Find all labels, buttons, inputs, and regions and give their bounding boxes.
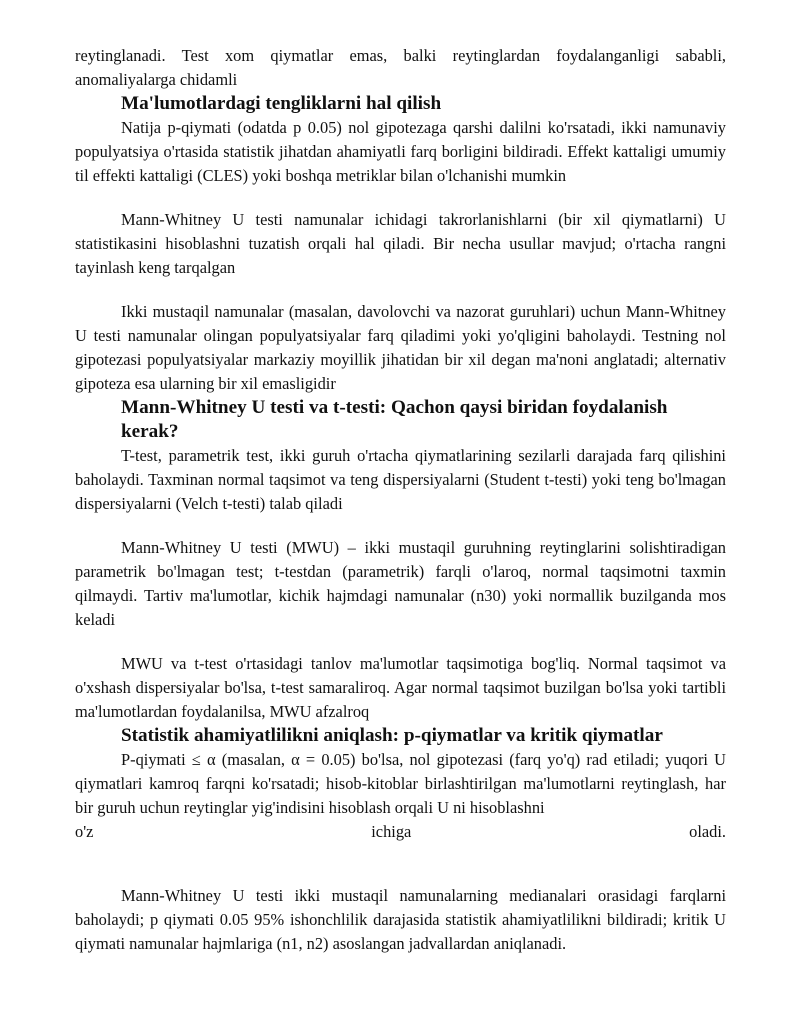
paragraph-mwu: Mann-Whitney U testi (MWU) – ikki mustaqil guruhning reytinglarini solishtiradigan parametrik bo'lmagan test; t-testdan (parametrik) farqli o'laroq, normal taqsimotni taxmin qilmaydi. Tartiv ma'lumotlar, kichik hajmdagi namunalar (n30) yoki normallik buzilganda mos keladi [75,538,726,629]
paragraph-independent-samples: Ikki mustaqil namunalar (masalan, davolovchi va nazorat guruhlari) uchun Mann-Whitney U testi namunalar olingan populyatsiyalar farq qiladimi yoki yo'qligini baholaydi. Testning nol gipotezasi populyatsiyalar markaziy moyillik jihatidan bir xil degan ma'noni anglatadi; alternativ gipoteza esa ularning bir xil emasligidir [75,302,726,393]
heading-significance: Statistik ahamiyatlilikni aniqlash: p-qiymatlar va kritik qiymatlar [121,725,663,746]
paragraph-ttest: T-test, parametrik test, ikki guruh o'rtacha qiymatlarining sezilarli darajada farq qilishini baholaydi. Taxminan normal taqsimot va teng dispersiyalarni (Student t-testi) yoki teng bo'lmagan dispersiyalarni (Velch t-testi) talab qiladi [75,446,726,513]
paragraph-ties-correction: Mann-Whitney U testi namunalar ichidagi takrorlanishlarni (bir xil qiymatlarni) U statistikasini hisoblashni tuzatish orqali hal qiladi. Bir necha usullar mavjud; o'rtacha rangni tayinlash keng tarqalgan [75,210,726,277]
word-ichiga: ichiga [371,822,412,841]
paragraph-p-value-alpha: P-qiymati ≤ α (masalan, α = 0.05) bo'lsa, nol gipotezasi (farq yo'q) rad etiladi; yuqori U qiymatlari kamroq farqni ko'rsatadi; hisob-kitoblar birlashtirilgan ma'lumotlarni reytinglash, har bir guruh uchun reytinglar yig'indisini hisoblash orqali U ni hisoblashni [75,750,726,817]
paragraph-p-value: Natija p-qiymati (odatda p 0.05) nol gipotezaga qarshi dalilni ko'rsatadi, ikki namunaviy populyatsiya o'rtasida statistik jihatdan ahamiyatli farq borligini bildiradi. Effekt kattaligi umumiy til effekti kattaligi (CLES) yoki boshqa metriklar bilan o'lchanishi mumkin [75,118,726,185]
paragraph-medians: Mann-Whitney U testi ikki mustaqil namunalarning medianalari orasidagi farqlarni baholaydi; p qiymati 0.05 95% ishonchlilik darajasida statistik ahamiyatlilikni bildiradi; kritik U qiymati namunalar hajmlariga (n1, n2) asoslangan jadvallardan aniqlanadi. [75,886,726,953]
paragraph-p-value-alpha-last-line [75,820,726,844]
document-page [75,44,726,956]
paragraph-ranking-intro: reytinglanadi. Test xom qiymatlar emas, balki reytinglardan foydalanganligi sababli, anomaliyalarga chidamli [75,46,726,89]
heading-mwu-vs-ttest: Mann-Whitney U testi va t-testi: Qachon qaysi biridan foydalanish kerak? [121,397,668,442]
paragraph-choice: MWU va t-test o'rtasidagi tanlov ma'lumotlar taqsimotiga bog'liq. Normal taqsimot va o'xshash dispersiyalar bo'lsa, t-test samaraliroq. Agar normal taqsimot buzilgan bo'lsa yoki tartibli ma'lumotlardan foydalanilsa, MWU afzalroq [75,654,726,721]
word-oladi: oladi. [689,822,726,841]
word-oz: o'z [75,822,94,841]
heading-ties: Ma'lumotlardagi tengliklarni hal qilish [121,93,442,114]
